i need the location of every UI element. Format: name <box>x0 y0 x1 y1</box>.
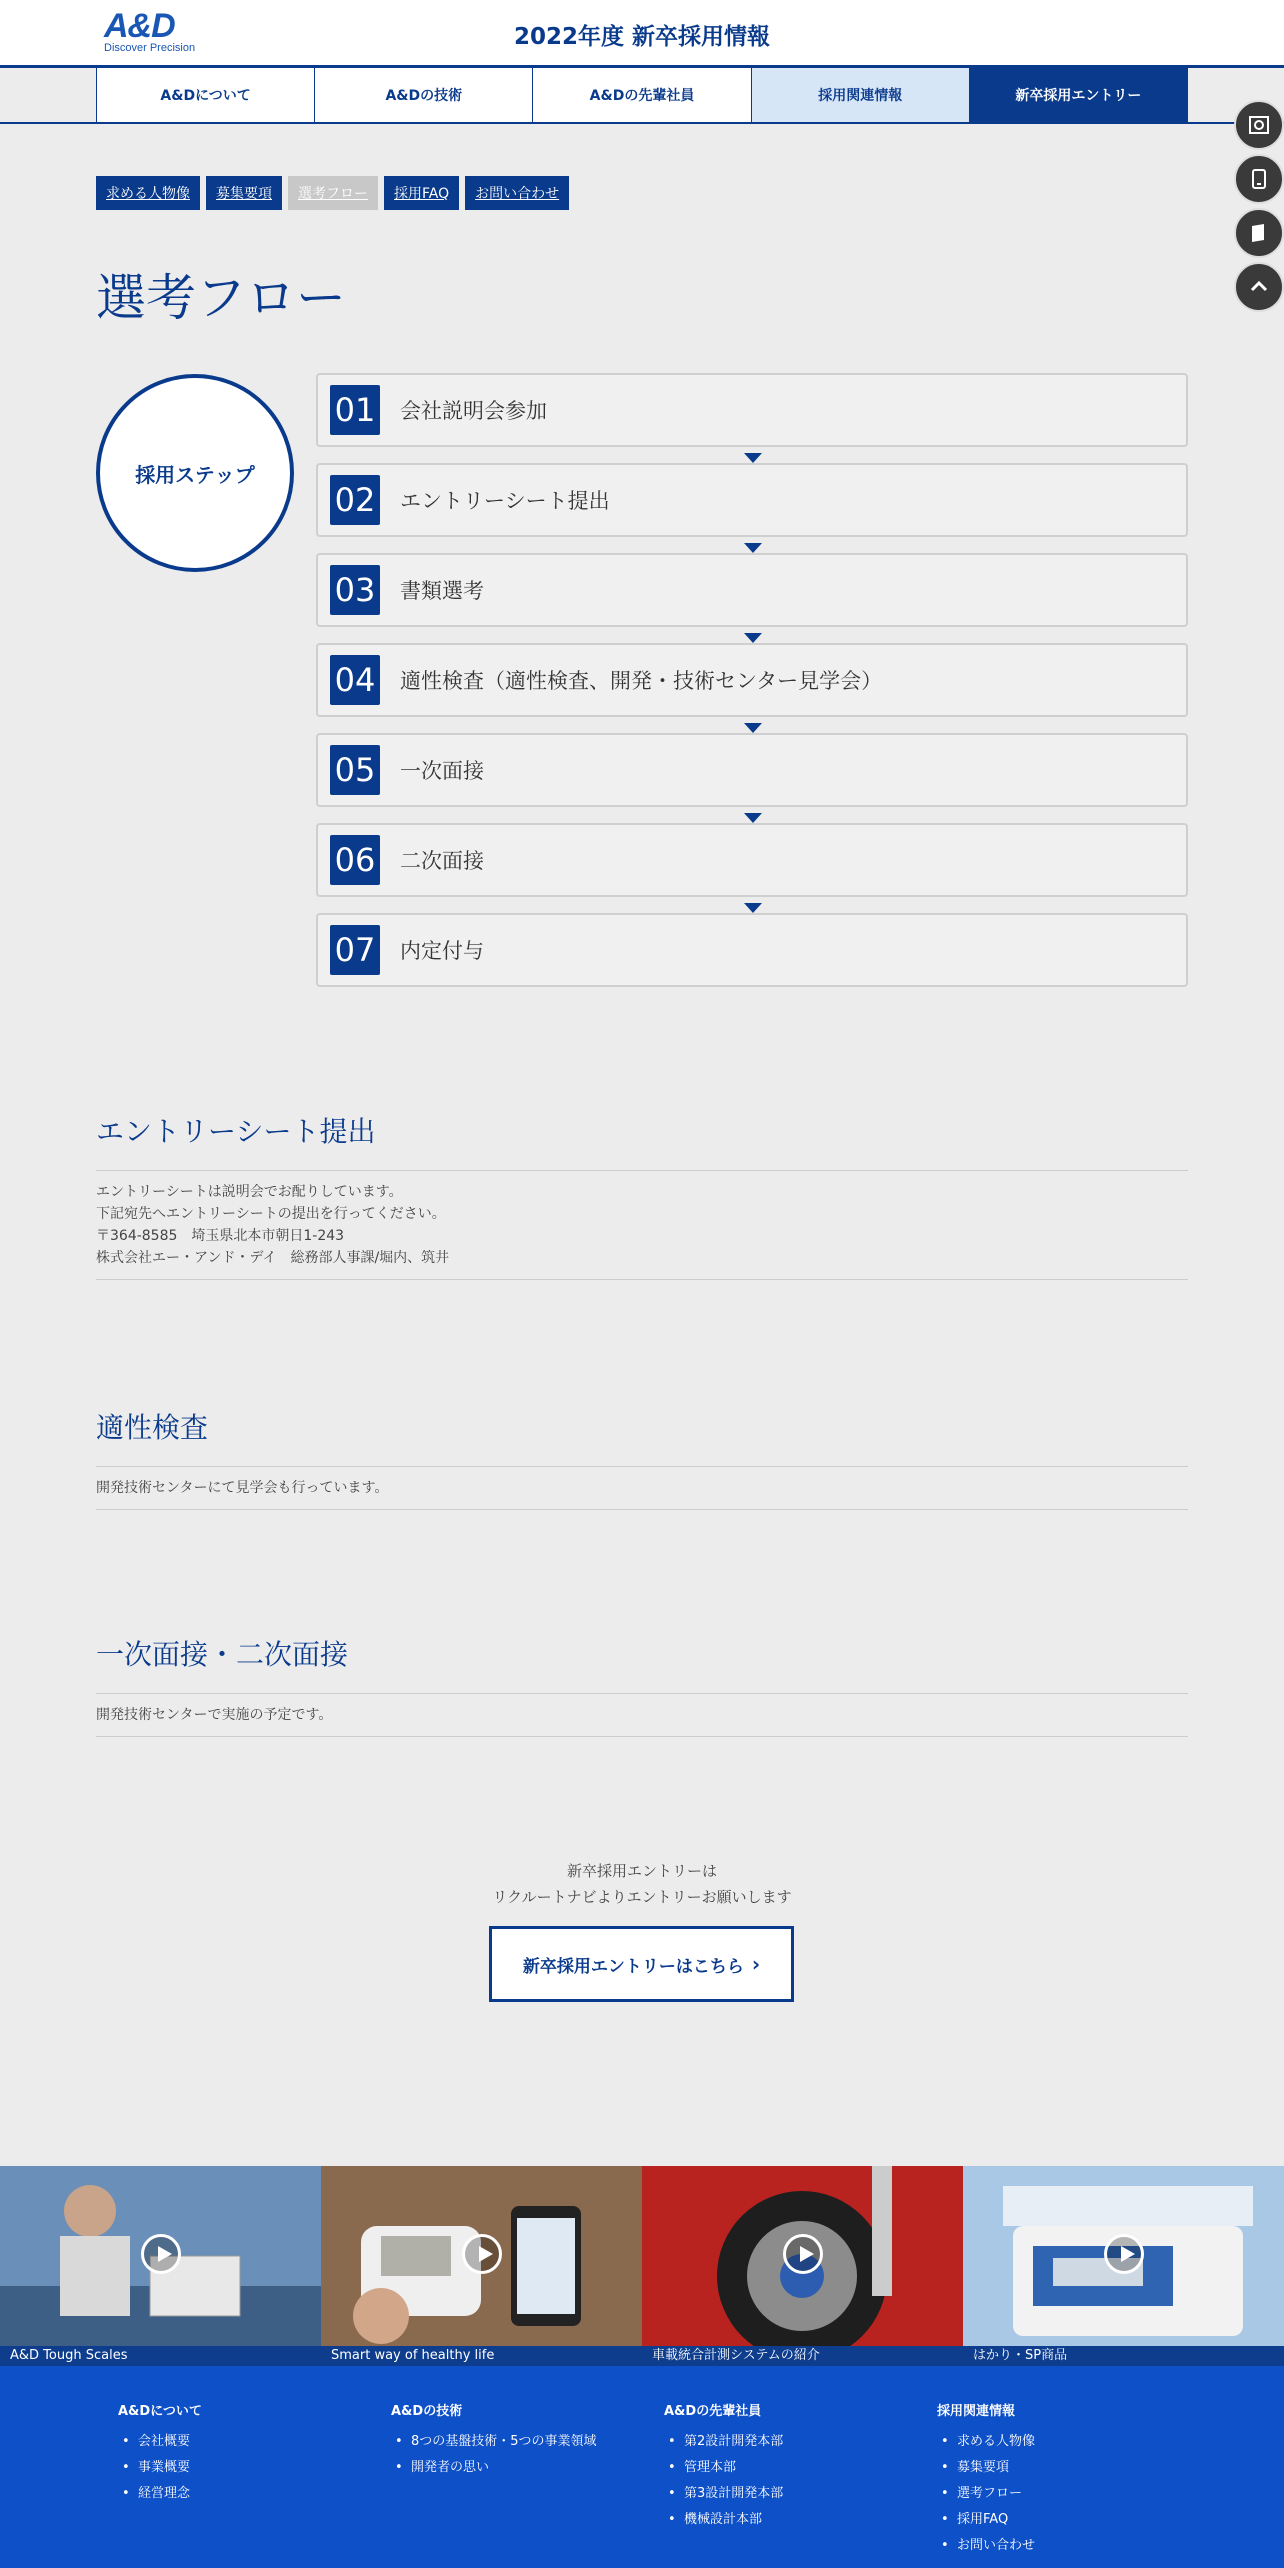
cta-line: リクルートナビよりエントリーお願いします <box>492 1888 792 1906</box>
section-line: 〒364-8585 埼玉県北本市朝日1-243 <box>96 1228 345 1244</box>
section-line: 開発技術センターにて見学会も行っています。 <box>96 1480 389 1496</box>
footer-column <box>937 2400 1197 2559</box>
down-arrow-icon <box>744 633 762 643</box>
video-card[interactable] <box>0 2166 321 2366</box>
video-caption: A&D Tough Scales <box>0 2346 321 2366</box>
section-interview <box>96 1633 1188 1737</box>
section-body <box>96 1171 1188 1280</box>
footer-link[interactable]: • お問い合わせ <box>941 2533 1197 2559</box>
steps-list <box>316 373 1188 1003</box>
footer-column <box>118 2400 378 2507</box>
footer-link[interactable]: • 採用FAQ <box>941 2507 1197 2533</box>
step-label: 一次面接 <box>400 759 484 783</box>
video-caption: Smart way of healthy life <box>321 2346 642 2366</box>
step-label: 二次面接 <box>400 849 484 873</box>
subtab-faq[interactable]: 採用FAQ <box>384 176 459 210</box>
down-arrow-icon <box>744 453 762 463</box>
chevron-right-icon: › <box>751 1952 761 1976</box>
step-item <box>316 373 1188 447</box>
section-body <box>96 1467 1188 1510</box>
step-label: 内定付与 <box>400 939 484 963</box>
step-item <box>316 733 1188 807</box>
section-line: 開発技術センターで実施の予定です。 <box>96 1707 333 1723</box>
step-number: 05 <box>330 745 380 795</box>
header <box>0 0 1284 68</box>
step-number: 03 <box>330 565 380 615</box>
step-label: エントリーシート提出 <box>400 489 610 513</box>
down-arrow-icon <box>744 903 762 913</box>
nav-item-recruit-info[interactable]: 採用関連情報 <box>751 68 969 122</box>
footer-link[interactable]: • 事業概要 <box>122 2455 378 2481</box>
footer-link[interactable]: • 経営理念 <box>122 2481 378 2507</box>
video-strip <box>0 2166 1284 2366</box>
step-label: 適性検査（適性検査、開発・技術センター見学会） <box>400 669 883 693</box>
section-title: エントリーシート提出 <box>96 1110 1188 1171</box>
section-body <box>96 1694 1188 1737</box>
nav-item-seniors[interactable]: A&Dの先輩社員 <box>532 68 750 122</box>
footer-heading[interactable]: A&Dの先輩社員 <box>664 2404 762 2419</box>
footer-link[interactable]: • 第2設計開発本部 <box>668 2429 924 2455</box>
footer-link[interactable]: • 求める人物像 <box>941 2429 1197 2455</box>
footer-link[interactable]: • 8つの基盤技術・5つの事業領域 <box>395 2429 651 2455</box>
logo-mark: A&D <box>104 7 175 45</box>
arrow-up-icon[interactable] <box>1234 262 1284 312</box>
section-line: エントリーシートは説明会でお配りしています。 <box>96 1184 403 1200</box>
site-title: 2022年度 新卒採用情報 <box>513 24 771 50</box>
entry-button-label: 新卒採用エントリーはこちら <box>522 1956 744 1977</box>
footer-link[interactable]: • 会社概要 <box>122 2429 378 2455</box>
footer-heading[interactable]: 採用関連情報 <box>937 2404 1016 2419</box>
video-card[interactable] <box>321 2166 642 2366</box>
section-line: 株式会社エー・アンド・デイ 総務部人事課/堀内、筑井 <box>96 1250 450 1266</box>
video-caption: 車載統合計測システムの紹介 <box>642 2346 963 2366</box>
book-icon[interactable] <box>1234 208 1284 258</box>
logo-tagline: Discover Precision <box>104 42 196 54</box>
footer-link[interactable]: • 管理本部 <box>668 2455 924 2481</box>
footer-column <box>664 2400 924 2533</box>
footer-link[interactable]: • 第3設計開発本部 <box>668 2481 924 2507</box>
step-item <box>316 823 1188 897</box>
step-label: 書類選考 <box>400 579 484 603</box>
cta-line: 新卒採用エントリーは <box>566 1862 717 1880</box>
side-buttons <box>1234 100 1284 316</box>
step-number: 07 <box>330 925 380 975</box>
section-entry-sheet <box>96 1110 1188 1280</box>
footer-column <box>391 2400 651 2481</box>
section-aptitude <box>96 1406 1188 1510</box>
subtab-ideal-candidate[interactable]: 求める人物像 <box>96 176 200 210</box>
play-icon <box>1104 2234 1144 2274</box>
subtab-requirements[interactable]: 募集要項 <box>206 176 282 210</box>
video-card[interactable] <box>963 2166 1284 2366</box>
movie-icon[interactable] <box>1234 100 1284 150</box>
steps-badge: 採用ステップ <box>96 374 294 572</box>
down-arrow-icon <box>744 543 762 553</box>
play-icon <box>783 2234 823 2274</box>
step-item <box>316 553 1188 627</box>
footer-link[interactable]: • 開発者の思い <box>395 2455 651 2481</box>
footer-heading[interactable]: A&Dの技術 <box>391 2404 463 2419</box>
sub-tabs <box>96 176 569 210</box>
down-arrow-icon <box>744 813 762 823</box>
play-icon <box>141 2234 181 2274</box>
step-number: 04 <box>330 655 380 705</box>
section-line: 下記宛先へエントリーシートの提出を行ってください。 <box>96 1206 446 1222</box>
step-number: 02 <box>330 475 380 525</box>
nav-item-technology[interactable]: A&Dの技術 <box>314 68 532 122</box>
step-item <box>316 463 1188 537</box>
page-title: 選考フロー <box>96 269 346 327</box>
footer <box>0 2366 1284 2568</box>
step-label: 会社説明会参加 <box>400 399 547 423</box>
entry-button[interactable] <box>489 1926 794 2002</box>
footer-heading[interactable]: A&Dについて <box>118 2404 202 2419</box>
footer-link[interactable]: • 選考フロー <box>941 2481 1197 2507</box>
section-title: 一次面接・二次面接 <box>96 1633 1188 1694</box>
step-item <box>316 913 1188 987</box>
main-nav <box>96 68 1188 124</box>
down-arrow-icon <box>744 723 762 733</box>
footer-link[interactable]: • 機械設計本部 <box>668 2507 924 2533</box>
nav-item-about[interactable]: A&Dについて <box>96 68 314 122</box>
video-caption: はかり・SP商品 <box>963 2346 1284 2366</box>
step-number: 06 <box>330 835 380 885</box>
footer-link[interactable]: • 募集要項 <box>941 2455 1197 2481</box>
play-icon <box>462 2234 502 2274</box>
section-title: 適性検査 <box>96 1406 1188 1467</box>
cta-text <box>0 1858 1284 1910</box>
step-number: 01 <box>330 385 380 435</box>
video-card[interactable] <box>642 2166 963 2366</box>
subtab-contact[interactable]: お問い合わせ <box>465 176 569 210</box>
nav-item-entry[interactable]: 新卒採用エントリー <box>969 68 1188 122</box>
subtab-selection-flow[interactable]: 選考フロー <box>288 176 378 210</box>
step-item <box>316 643 1188 717</box>
phone-icon[interactable] <box>1234 154 1284 204</box>
